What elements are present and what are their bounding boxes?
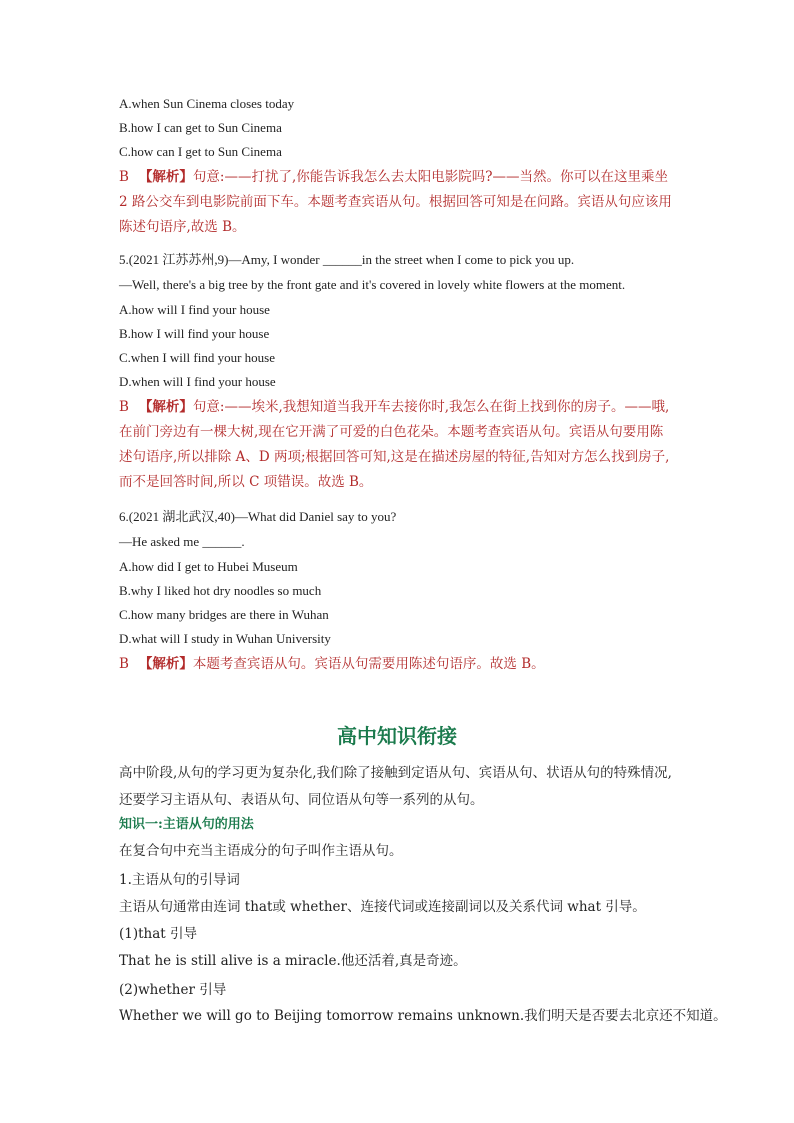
- q6-option-b: B.why I liked hot dry noodles so much: [119, 583, 322, 598]
- q5-answer: [119, 395, 675, 495]
- q6-answer: [119, 652, 675, 677]
- q5-answer-letter: B: [119, 399, 129, 415]
- q6-option-a: A.how did I get to Hubei Museum: [119, 559, 298, 574]
- q5-stem: 5.(2021 江苏苏州,9)—Amy, I wonder ______in the street when I come to pick you up.: [119, 252, 575, 267]
- q5-reply: —Well, there's a big tree by the front gate and it's covered in lovely white flowers at the moment.: [119, 277, 626, 292]
- q5-option-a: A.how will I find your house: [119, 302, 270, 317]
- q5-option-c: C.when I will find your house: [119, 350, 275, 365]
- sub1-heading: 1.主语从句的引导词: [119, 872, 240, 888]
- q4-answer-text: 句意:——打扰了,你能告诉我怎么去太阳电影院吗?——当然。你可以在这里乘坐 2 路公交车到电影院前面下车。本题考查宾语从句。根据回答可知是在问路。宾语从句应该用陈述句语序,故选 B。: [119, 169, 672, 235]
- whether-heading: (2)whether 引导: [119, 982, 227, 998]
- q4-option-b: B.how I can get to Sun Cinema: [119, 120, 282, 135]
- q5-answer-tag: 【解析】: [138, 399, 193, 415]
- sub1-text: 主语从句通常由连词 that或 whether、连接代词或连接副词以及关系代词 what 引导。: [119, 899, 646, 915]
- q4-answer: [119, 165, 675, 240]
- that-example: That he is still alive is a miracle.他还活着,真是奇迹。: [119, 953, 467, 969]
- q6-option-c: C.how many bridges are there in Wuhan: [119, 607, 329, 622]
- q6-reply: —He asked me ______.: [119, 534, 245, 549]
- q6-option-d: D.what will I study in Wuhan University: [119, 631, 331, 646]
- section-title: 高中知识衔接: [337, 724, 457, 748]
- q4-answer-letter: B: [119, 169, 129, 185]
- that-heading: (1)that 引导: [119, 926, 198, 942]
- q6-answer-text: 本题考查宾语从句。宾语从句需要用陈述句语序。故选 B。: [192, 656, 545, 672]
- q5-option-b: B.how I will find your house: [119, 326, 270, 341]
- q4-option-a: A.when Sun Cinema closes today: [119, 96, 295, 111]
- q6-stem: 6.(2021 湖北武汉,40)—What did Daniel say to you?: [119, 509, 397, 524]
- q4-option-c: C.how can I get to Sun Cinema: [119, 144, 282, 159]
- q4-answer-tag: 【解析】: [138, 169, 193, 185]
- q5-answer-text: 句意:——埃米,我想知道当我开车去接你时,我怎么在街上找到你的房子。——哦,在前门旁边有一棵大树,现在它开满了可爱的白色花朵。本题考查宾语从句。宾语从句要用陈述句语序,所以排除 A、D 两项;根据回答可知,这是在描述房屋的特征,告知对方怎么找到房子,而不是回答时间,所以 C 项错误。故选 B。: [119, 399, 670, 490]
- section-intro: 高中阶段,从句的学习更为复杂化,我们除了接触到定语从句、宾语从句、状语从句的特殊情况,还要学习主语从句、表语从句、同位语从句等一系列的从句。: [119, 765, 672, 808]
- whether-example: Whether we will go to Beijing tomorrow remains unknown.我们明天是否要去北京还不知道。: [119, 1008, 727, 1024]
- q6-answer-letter: B: [119, 656, 129, 672]
- point1-definition: 在复合句中充当主语成分的句子叫作主语从句。: [119, 843, 403, 859]
- q5-option-d: D.when will I find your house: [119, 374, 276, 389]
- q6-answer-tag: 【解析】: [138, 656, 193, 672]
- point1-title: 知识一:主语从句的用法: [119, 817, 254, 832]
